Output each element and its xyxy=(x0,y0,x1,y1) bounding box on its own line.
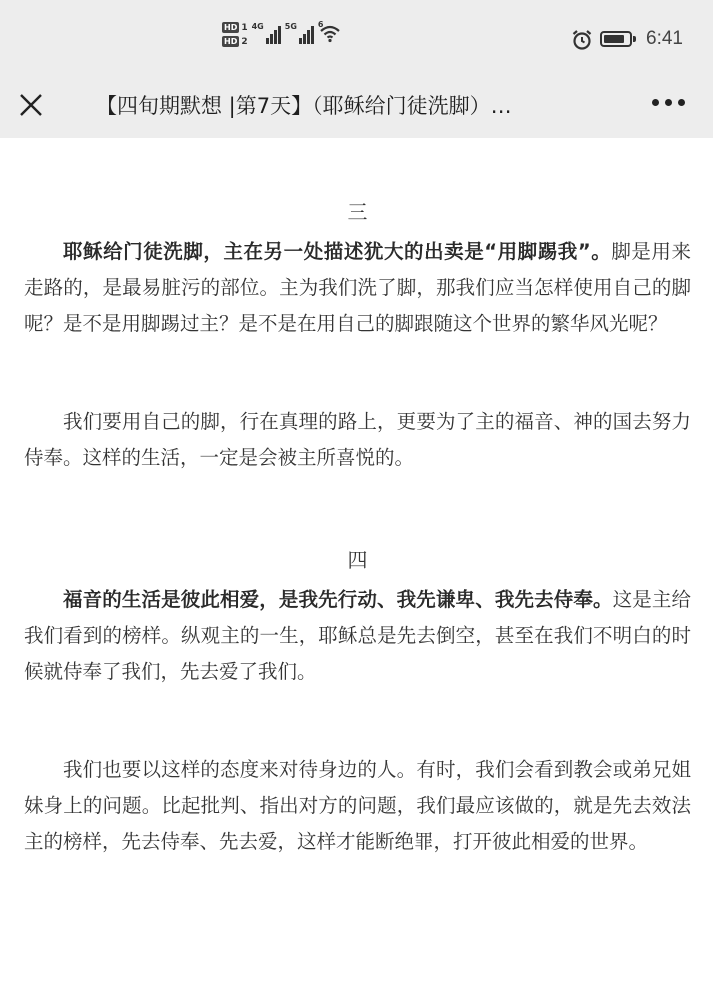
status-bar xyxy=(0,0,713,80)
section-number-4: 四 xyxy=(347,548,368,572)
clock: 6:41 xyxy=(646,28,683,49)
close-icon[interactable] xyxy=(18,92,44,118)
signal-group xyxy=(222,22,342,58)
section-number-3: 三 xyxy=(347,200,368,224)
top-bar xyxy=(0,0,713,138)
signal-icon-2 xyxy=(285,22,314,44)
section3-highlight: 耶稣给门徒洗脚，主在另一处描述犹大的出卖是“用脚踢我”。 xyxy=(63,240,612,263)
article-body xyxy=(24,190,691,860)
alarm-icon xyxy=(571,29,593,51)
nav-bar xyxy=(0,80,713,130)
page-title: 【四旬期默想 |第7天】（耶稣给门徒洗脚）… xyxy=(96,94,512,118)
section4-paragraph-1 xyxy=(24,582,691,690)
section3-paragraph-1 xyxy=(24,234,691,342)
section3-paragraph-2: 我们要用自己的脚，行在真理的路上，更要为了主的福音、神的国去努力侍奉。这样的生活，一定是会被主所喜悦的。 xyxy=(24,410,691,469)
wifi-label: 6 xyxy=(317,20,324,29)
sim-indicators xyxy=(222,22,248,47)
section4-paragraph-2: 我们也要以这样的态度来对待身边的人。有时，我们会看到教会或弟兄姐妹身上的问题。比起批判、指出对方的问题，我们最应该做的，就是先去效法主的榜样，先去侍奉、先去爱，这样才能断绝罪，打开彼此相爱的世界。 xyxy=(24,758,691,853)
signal-icon xyxy=(252,22,281,44)
network-type-2: 5G xyxy=(284,22,297,31)
sim2-indicator: HD 2 xyxy=(224,36,248,47)
section4-text: 这是主给我们看到的榜样。纵观主的一生，耶稣总是先去倒空，甚至在我们不明白的时候就侍奉了我们，先去爱了我们。 xyxy=(24,588,691,683)
battery-icon xyxy=(600,31,632,47)
sim1-indicator: HD 1 xyxy=(224,22,248,33)
wifi-icon xyxy=(318,22,342,44)
more-icon[interactable] xyxy=(652,99,686,109)
network-type-1: 4G xyxy=(251,22,264,31)
section4-highlight: 福音的生活是彼此相爱，是我先行动、我先谦卑、我先去侍奉。 xyxy=(63,588,613,611)
section3-text: 脚是用来走路的，是最易脏污的部位。主为我们洗了脚，那我们应当怎样使用自己的脚呢？是不是用脚踢过主？是不是在用自己的脚跟随这个世界的繁华风光呢？ xyxy=(24,240,691,335)
